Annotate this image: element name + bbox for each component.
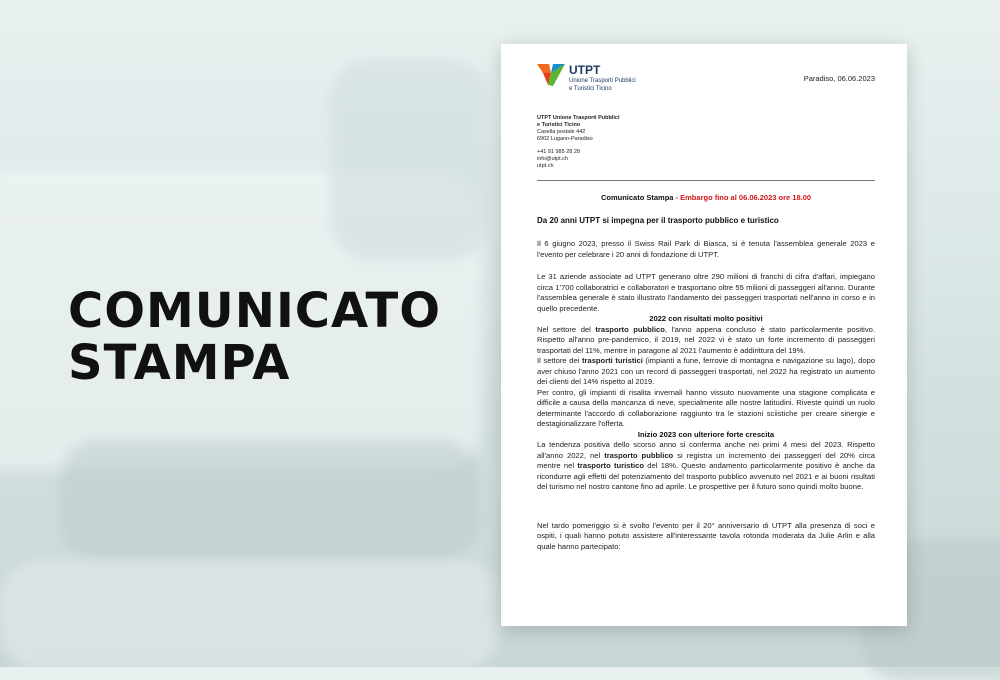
background-blur-shape [60,440,480,560]
communique-label: Comunicato Stampa - Embargo fino al 06.06.2023 ore 18.00 [600,193,812,202]
logo-subtitle-2: e Turistici Ticino [569,86,612,92]
embargo-notice: Embargo fino al 06.06.2023 ore 18.00 [680,193,812,202]
logo-text [569,64,636,93]
sender-address-line-1: Casella postale 442 [537,129,586,135]
sender-name-1: UTPT Unione Trasporti Pubblici [537,115,620,121]
sender-phone: +41 91 985 28 28 [537,149,580,155]
paragraph-public-transport: Nel settore del trasporto pubblico, l'anno appena concluso è stato particolarmente positivo. Rispetto all'anno pre-pandemico, il 2019, nel 2022 vi è stato un forte incremento di passeggeri trasportati del 11%, mentre in paragone al 2021 l'aumento è addirittura del 19%. [537,324,876,355]
communique-type: Comunicato Stampa [600,193,674,202]
header-divider [537,180,875,181]
sender-address [537,115,875,170]
sender-website: utpt.ch [537,163,554,169]
headline-line-2: STAMPA [68,335,291,391]
headline-line-1: COMUNICATO [68,283,441,339]
logo-subtitle-1: Unione Trasporti Pubblici [569,78,636,84]
section-heading-2022: 2022 con risultati molto positivi [649,314,763,323]
background-blur-shape [330,60,490,260]
paragraph-anniversary: Nel tardo pomeriggio si è svolto l'evento per il 20° anniversario di UTPT alla presenza di soci e ospiti, i quali hanno potuto assistere all'interessante tavola rotonda moderata da Julie Arlin e alla quale hanno partecipato: [537,520,875,551]
paragraph-tourist-transport: Il settore dei trasporti turistici (impianti a fune, ferrovie di montagna e navigazione su lago), dopo aver chiuso l'anno 2021 con un record di passeggeri trasportati, nel 2022 ha registrato un aumento dei clienti del 14% rispetto al 2019. [537,356,876,386]
paragraph-growth-2023: La tendenza positiva dello scorso anno si conferma anche nei primi 4 mesi del 2023. Rispetto all'anno 2022, nel trasporto pubblico si registra un incremento dei passeggeri del 20% circa mentre nel trasporto turistico del 18%. Questo andamento particolarmente positivo è anche da ricondurre agli effetti del potenziamento del trasporto pubblico avvenuto nel 2021 e ai buoni risultati del turismo nel nostro cantone fino ad aprile. Le prospettive per il futuro sono quindi molto buone. [537,440,876,491]
page-headline [68,285,441,389]
sender-email: info@utpt.ch [537,156,568,162]
section-heading-2023: Inizio 2023 con ulteriore forte crescita [637,429,775,439]
paragraph-intro: Il 6 giugno 2023, presso il Swiss Rail Park di Biasca, si è tenuta l'assemblea generale 2023 e l'evento per celebrare i 20 anni di fondazione di UTPT. [537,239,875,259]
document-header [537,64,875,93]
paragraph-associates: Le 31 aziende associate ad UTPT generano oltre 290 milioni di franchi di cifra d'affari, impiegano circa 1'700 collaboratrici e collaboratori e trasportano oltre 55 milioni di passeggeri all'anno. Durante l'assemblea generale è stato illustrato l'andamento dei passeggeri trasportati nell'anno in corso e in quello precedente. [537,272,875,313]
sender-address-line-2: 6902 Lugano-Paradiso [537,136,593,142]
background-blur-shape [0,560,500,670]
paragraph-winter-lifts: Per contro, gli impianti di risalita invernali hanno vissuto nuovamente una stagione complicata e difficile a causa della mancanza di neve, specialmente alle nostre latitudini. Riveste quindi un ruolo determinante l'accordo di collaborazione raggiunto tra le stazioni sciistiche per creare sinergie e destagionalizzare l'offerta. [537,387,875,428]
sender-name-2: e Turistici Ticino [537,122,581,128]
utpt-logo [537,64,636,93]
utpt-logo-icon [537,64,565,86]
press-release-document [501,44,907,626]
document-title: Da 20 anni UTPT si impegna per il trasporto pubblico e turistico [537,216,779,225]
logo-name: UTPT [569,63,601,77]
document-date: Paradiso, 06.06.2023 [803,74,875,83]
